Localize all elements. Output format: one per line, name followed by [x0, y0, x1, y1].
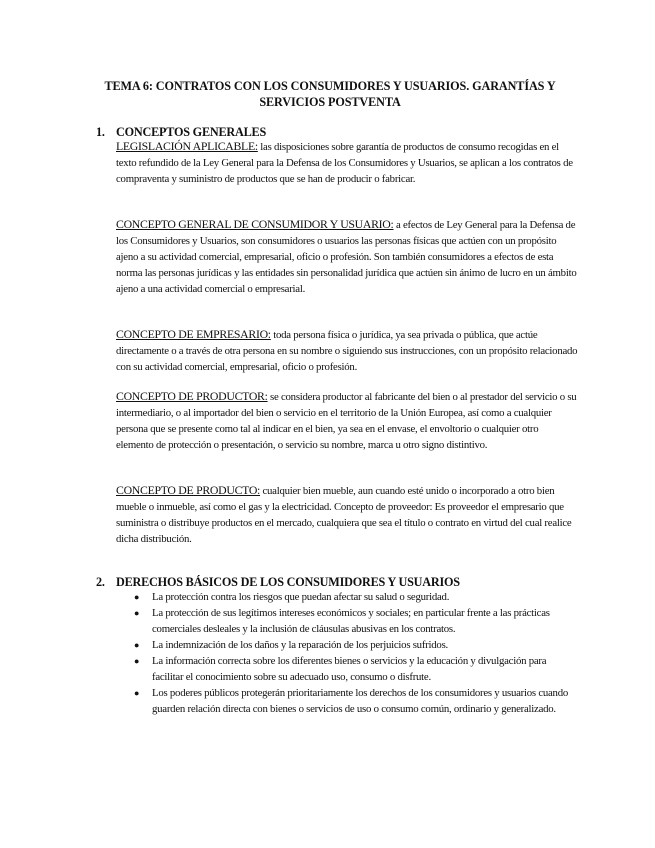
section-2-heading — [96, 574, 460, 590]
rights-bullet-list — [134, 590, 580, 718]
bullet-icon: ● — [134, 688, 140, 699]
term-concepto-consumidor: CONCEPTO GENERAL DE CONSUMIDOR Y USUARIO: — [116, 217, 394, 231]
bullet-icon: ● — [134, 592, 140, 602]
list-item — [134, 638, 580, 654]
paragraph-concepto-consumidor — [116, 216, 578, 297]
list-item — [134, 654, 580, 686]
bullet-icon: ● — [134, 656, 140, 667]
list-item-text: La información correcta sobre los diferentes bienes o servicios y la educación y divulgación para facilitar el conocimiento sobre su adecuado uso, consumo o disfrute. — [152, 655, 547, 684]
list-item — [134, 686, 580, 718]
list-item — [134, 606, 580, 638]
paragraph-concepto-productor — [116, 388, 578, 453]
list-item-text: La protección contra los riesgos que puedan afectar su salud o seguridad. — [152, 591, 450, 603]
paragraph-legislacion-aplicable — [116, 138, 578, 187]
text-concepto-empresario: toda persona física o jurídica, ya sea privada o pública, que actúe directamente o a través de otra persona en su nombre o siguiendo sus instrucciones, con un propósito relacionado con su actividad comercial, empresarial, oficio o profesión. — [116, 329, 578, 374]
list-item — [134, 590, 580, 606]
term-concepto-empresario: CONCEPTO DE EMPRESARIO: — [116, 327, 271, 341]
list-item-text: La indemnización de los daños y la reparación de los perjuicios sufridos. — [152, 639, 448, 652]
term-concepto-producto: CONCEPTO DE PRODUCTO: — [116, 483, 261, 497]
list-item-text: Los poderes públicos protegerán prioritariamente los derechos de los consumidores y usuarios cuando guarden relación directa con bienes o servicios de uso o consumo común, ordinario y generalizado. — [152, 687, 569, 716]
term-concepto-productor: CONCEPTO DE PRODUCTOR: — [116, 389, 268, 403]
bullet-icon: ● — [134, 608, 140, 619]
section-1-title: CONCEPTOS GENERALES — [116, 125, 267, 139]
section-1-number: 1. — [96, 125, 105, 139]
bullet-icon: ● — [134, 640, 140, 651]
section-2-number: 2. — [96, 575, 105, 589]
text-concepto-productor: se considera productor al fabricante del bien o al prestador del servicio o su intermediario, o al importador del bien o servicio en el territorio de la Unión Europea, así como a cualquier persona que se presente como tal al indicar en el bien, ya sea en el envase, el envoltorio o cualquier otro elemento de protección o presentación, o servicio su nombre, marca u otro signo distintivo. — [116, 391, 577, 452]
text-legislacion-aplicable: las disposiciones sobre garantía de productos de consumo recogidas en el texto refundido de la Ley General para la Defensa de los Consumidores y Usuarios, se aplican a los contratos de compraventa y suministro de productos que se han de producir o fabricar. — [116, 141, 573, 186]
text-concepto-producto: cualquier bien mueble, aun cuando esté unido o incorporado a otro bien mueble o inmueble, así como el gas y la electricidad. Concepto de proveedor: Es proveedor el empresario que suministra o distribuye productos en el mercado, cualquiera que sea el título o contrato en virtud del cual realice dicha distribución. — [116, 485, 572, 546]
document-title: TEMA 6: CONTRATOS CON LOS CONSUMIDORES Y USUARIOS. GARANTÍAS Y SERVICIOS POSTVENTA — [104, 79, 556, 109]
list-item-text: La protección de sus legítimos intereses económicos y sociales; en particular frente a las prácticas comerciales desleales y la inclusión de cláusulas abusivas en los contratos. — [152, 607, 550, 635]
paragraph-concepto-empresario — [116, 326, 578, 375]
paragraph-concepto-producto — [116, 482, 578, 547]
text-concepto-consumidor: a efectos de Ley General para la Defensa de los Consumidores y Usuarios, son consumidores o usuarios las personas físicas que actúen con un propósito ajeno a su actividad comercial, empresarial, oficio o profesión. Son también consumidores a efectos de esta norma las personas jurídicas y las entidades sin personalidad jurídica que actúen sin ánimo de lucro en un ámbito ajeno a una actividad comercial o empresarial. — [116, 219, 577, 296]
term-legislacion-aplicable: LEGISLACIÓN APLICABLE: — [116, 139, 258, 153]
section-2-title: DERECHOS BÁSICOS DE LOS CONSUMIDORES Y USUARIOS — [116, 575, 460, 589]
